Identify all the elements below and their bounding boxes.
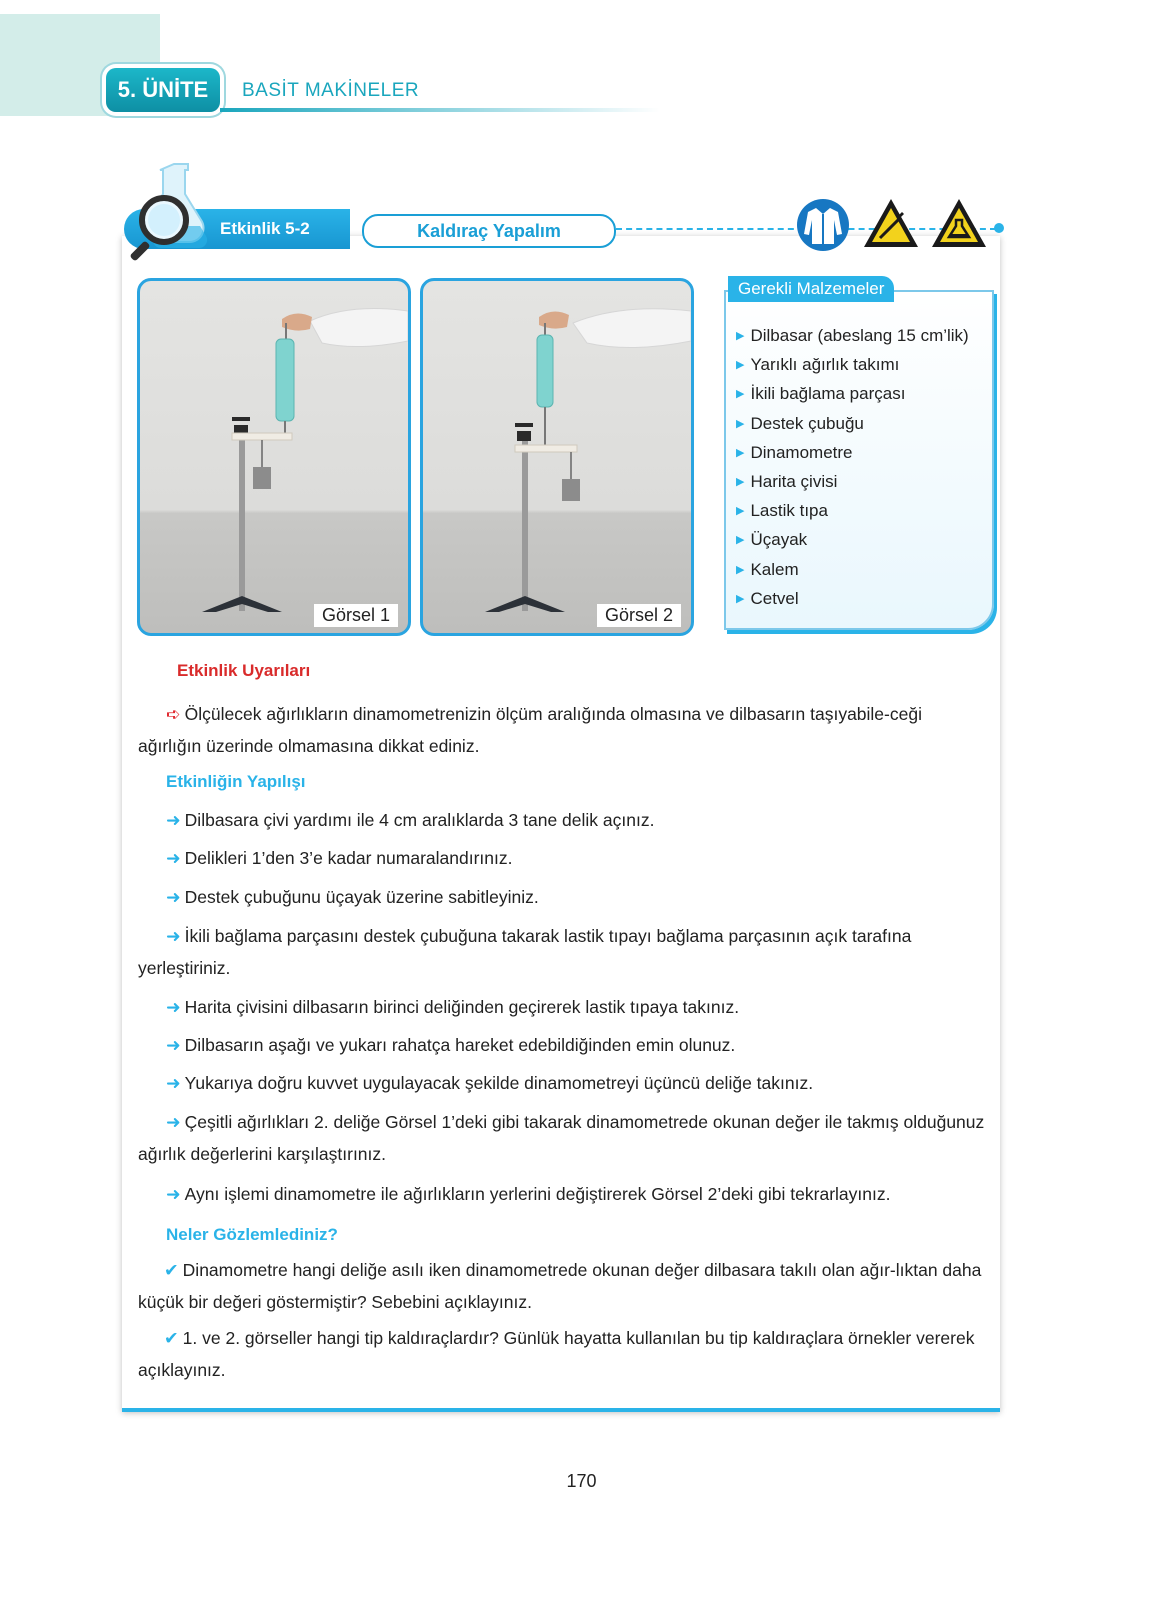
- procedure-step: ➜ Dilbasara çivi yardımı ile 4 cm aralıklarda 3 tane delik açınız.: [166, 810, 655, 830]
- materials-list: [736, 326, 969, 618]
- material-item: ▶ Dilbasar (abeslang 15 cm’lik): [736, 326, 969, 345]
- checkmark-icon: ✔: [164, 1260, 179, 1280]
- bullet-triangle-icon: ▶: [736, 505, 745, 518]
- title-line-dot: [994, 223, 1004, 233]
- bullet-triangle-icon: ▶: [736, 475, 745, 488]
- bullet-triangle-icon: ▶: [736, 330, 745, 342]
- photo-2-label: Görsel 2: [597, 604, 681, 627]
- lever-setup-illustration-1: [140, 281, 408, 633]
- warning-text: ➪ Ölçülecek ağırlıkların dinamometrenizin ölçüm aralığında olmasına ve dilbasarın taşıyabile-ceği ağırlığın üzerinde olmamasına dikkat ediniz.: [138, 704, 922, 756]
- lab-coat-icon: [796, 198, 850, 252]
- material-item: ▶ Üçayak: [736, 530, 808, 550]
- bullet-triangle-icon: ▶: [736, 388, 745, 401]
- material-item: ▶ Dinamometre: [736, 442, 853, 462]
- magnifier-flask-icon: [130, 162, 222, 262]
- arrow-right-icon: ➜: [166, 926, 181, 946]
- photo-1-label: Görsel 1: [314, 604, 398, 627]
- unit-badge: 5. ÜNİTE: [106, 68, 220, 112]
- material-item: ▶ Lastik tıpa: [736, 501, 828, 521]
- procedure-step: ➜ İkili bağlama parçasını destek çubuğuna takarak lastik tıpayı bağlama parçasının açık tarafına yerleştiriniz.: [138, 926, 912, 978]
- material-item: ▶ Harita çivisi: [736, 471, 838, 491]
- procedure-step: ➜ Yukarıya doğru kuvvet uygulayacak şekilde dinamometreyi üçüncü deliğe takınız.: [166, 1073, 814, 1093]
- materials-heading: Gerekli Malzemeler: [728, 276, 894, 302]
- activity-code-banner: Etkinlik 5-2: [124, 209, 350, 249]
- arrow-right-icon: ➜: [166, 1035, 181, 1055]
- observations-heading: Neler Gözlemlediniz?: [166, 1225, 338, 1244]
- procedure-step: ➜ Delikleri 1’den 3’e kadar numaralandırınız.: [166, 848, 513, 868]
- bullet-triangle-icon: ▶: [736, 534, 745, 547]
- material-item: ▶ Kalem: [736, 559, 799, 579]
- arrow-right-icon: ➜: [166, 810, 181, 830]
- arrow-right-icon: ➜: [166, 1112, 181, 1132]
- bullet-triangle-icon: ▶: [736, 417, 745, 430]
- procedure-heading: Etkinliğin Yapılışı: [166, 772, 306, 791]
- arrow-right-icon: ➜: [166, 1184, 181, 1204]
- arrow-right-icon: ➜: [166, 887, 181, 907]
- sharp-object-warning-icon: [862, 196, 920, 250]
- warnings-heading: Etkinlik Uyarıları: [177, 661, 311, 680]
- procedure-step: ➜ Harita çivisini dilbasarın birinci deliğinden geçirerek lastik tıpaya takınız.: [166, 997, 740, 1017]
- unit-title: BASİT MAKİNELER: [242, 80, 420, 101]
- arrow-right-icon: ➜: [166, 1073, 181, 1093]
- lever-setup-illustration-2: [423, 281, 691, 633]
- observation-question: ✔ Dinamometre hangi deliğe asılı iken dinamometrede okunan değer dilbasara takılı olan ağır-lıktan daha küçük bir değeri göstermiştir? Sebebini açıklayınız.: [138, 1260, 982, 1312]
- procedure-step: ➜ Çeşitli ağırlıkları 2. deliğe Görsel 1’deki gibi takarak dinamometrede okunan değer ile takmış olduğunuz ağırlık değerlerini karşılaştırınız.: [138, 1112, 985, 1164]
- header-divider: [220, 108, 660, 112]
- activity-title: Kaldıraç Yapalım: [362, 214, 616, 248]
- bullet-triangle-icon: ▶: [736, 592, 745, 605]
- bullet-triangle-icon: ▶: [736, 563, 745, 576]
- arrow-right-icon: ➜: [166, 848, 181, 868]
- photo-1: [137, 278, 411, 636]
- hollow-arrow-icon: ➪: [166, 704, 181, 724]
- glassware-warning-icon: [930, 196, 988, 250]
- material-item: ▶ Yarıklı ağırlık takımı: [736, 355, 900, 375]
- photo-2: [420, 278, 694, 636]
- procedure-step: ➜ Aynı işlemi dinamometre ile ağırlıkların yerlerini değiştirerek Görsel 2’deki gibi tekrarlayınız.: [166, 1184, 891, 1204]
- material-item: ▶ Cetvel: [736, 588, 799, 608]
- procedure-step: ➜ Dilbasarın aşağı ve yukarı rahatça hareket edebildiğinden emin olunuz.: [166, 1035, 736, 1055]
- observation-question: ✔ 1. ve 2. görseller hangi tip kaldıraçlardır? Günlük hayatta kullanılan bu tip kaldıraçlara örnekler vererek açıklayınız.: [138, 1328, 975, 1380]
- material-item: ▶ İkili bağlama parçası: [736, 384, 906, 404]
- bullet-triangle-icon: ▶: [736, 446, 745, 459]
- material-item: ▶ Destek çubuğu: [736, 413, 864, 433]
- page-number: 170: [566, 1471, 597, 1491]
- arrow-right-icon: ➜: [166, 997, 181, 1017]
- procedure-step: ➜ Destek çubuğunu üçayak üzerine sabitleyiniz.: [166, 887, 539, 907]
- bullet-triangle-icon: ▶: [736, 359, 745, 372]
- checkmark-icon: ✔: [164, 1328, 179, 1348]
